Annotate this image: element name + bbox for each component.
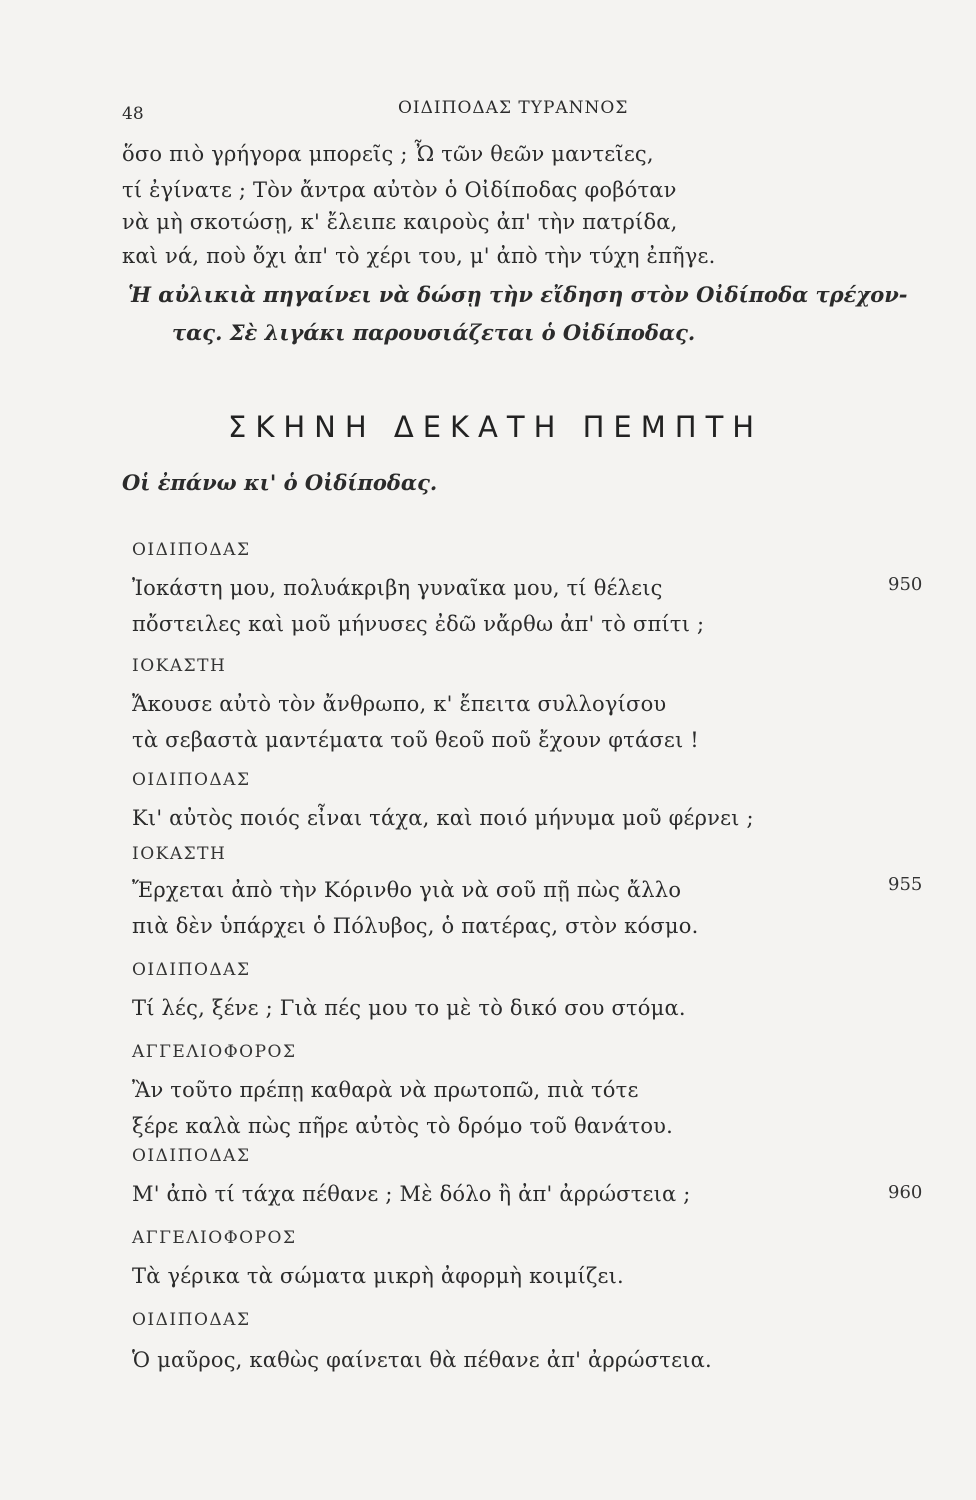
page-number: 48 [122, 104, 144, 124]
verse-line: τί ἐγίνατε ; Τὸν ἄντρα αὐτὸν ὁ Οἰδίποδας φοβόταν [122, 178, 677, 202]
verse-line: Ὁ μαῦρος, καθὼς φαίνεται θὰ πέθανε ἀπ' ἀρρώστεια. [132, 1348, 712, 1372]
speaker-name: ΟΙΔΙΠΟΔΑΣ [132, 1146, 251, 1166]
speaker-name: ΟΙΔΙΠΟΔΑΣ [132, 540, 251, 560]
verse-line: νὰ μὴ σκοτώσῃ, κ' ἔλειπε καιροὺς ἀπ' τὴν πατρίδα, [122, 210, 678, 234]
verse-line: Τί λές, ξένε ; Γιὰ πές μου το μὲ τὸ δικό σου στόμα. [132, 996, 686, 1020]
verse-line: Ἰοκάστη μου, πολυάκριβη γυναῖκα μου, τί θέλεις [132, 576, 663, 600]
stage-direction: Οἱ ἐπάνω κι' ὁ Οἰδίποδας. [122, 470, 438, 495]
verse-line: Μ' ἀπὸ τί τάχα πέθανε ; Μὲ δόλο ἢ ἀπ' ἀρρώστεια ; [132, 1182, 691, 1206]
verse-line: ὅσο πιὸ γρήγορα μπορεῖς ; Ὦ τῶν θεῶν μαντεῖες, [122, 142, 654, 166]
speaker-name: ΙΟΚΑΣΤΗ [132, 844, 227, 864]
speaker-name: ΟΙΔΙΠΟΔΑΣ [132, 770, 251, 790]
running-title: ΟΙΔΙΠΟΔΑΣ ΤΥΡΑΝΝΟΣ [398, 98, 629, 118]
verse-line: πιὰ δὲν ὑπάρχει ὁ Πόλυβος, ὁ πατέρας, στὸν κόσμο. [132, 914, 699, 938]
line-number: 955 [888, 874, 923, 895]
verse-line: Τὰ γέρικα τὰ σώματα μικρὴ ἀφορμὴ κοιμίζει. [132, 1264, 624, 1288]
speaker-name: ΙΟΚΑΣΤΗ [132, 656, 227, 676]
verse-line: Ἂν τοῦτο πρέπῃ καθαρὰ νὰ πρωτοπῶ, πιὰ τότε [132, 1078, 639, 1102]
verse-line: Ἔρχεται ἀπὸ τὴν Κόρινθο γιὰ νὰ σοῦ πῇ πὼς ἄλλο [132, 878, 682, 902]
scene-title: ΣΚΗΝΗ ΔΕΚΑΤΗ ΠΕΜΠΤΗ [228, 410, 764, 444]
verse-line: Κι' αὐτὸς ποιός εἶναι τάχα, καὶ ποιό μήνυμα μοῦ φέρνει ; [132, 806, 754, 830]
speaker-name: ΑΓΓΕΛΙΟΦΟΡΟΣ [132, 1042, 297, 1062]
verse-line: πὄστειλες καὶ μοῦ μήνυσες ἐδῶ νἄρθω ἀπ' τὸ σπίτι ; [132, 612, 705, 636]
line-number: 950 [888, 574, 923, 595]
speaker-name: ΟΙΔΙΠΟΔΑΣ [132, 960, 251, 980]
speaker-name: ΟΙΔΙΠΟΔΑΣ [132, 1310, 251, 1330]
speaker-name: ΑΓΓΕΛΙΟΦΟΡΟΣ [132, 1228, 297, 1248]
verse-line: Ἄκουσε αὐτὸ τὸν ἄνθρωπο, κ' ἔπειτα συλλογίσου [132, 692, 667, 716]
line-number: 960 [888, 1182, 923, 1203]
stage-direction: τας. Σὲ λιγάκι παρουσιάζεται ὁ Οἰδίποδας. [172, 320, 696, 345]
verse-line: τὰ σεβαστὰ μαντέματα τοῦ θεοῦ ποῦ ἔχουν φτάσει ! [132, 728, 699, 752]
verse-line: ξέρε καλὰ πὼς πῆρε αὐτὸς τὸ δρόμο τοῦ θανάτου. [132, 1114, 674, 1138]
verse-line: καὶ νά, ποὺ ὄχι ἀπ' τὸ χέρι του, μ' ἀπὸ τὴν τύχη ἐπῆγε. [122, 244, 716, 268]
stage-direction: Ἡ αὐλικιὰ πηγαίνει νὰ δώσῃ τὴν εἴδηση στὸν Οἰδίποδα τρέχον- [128, 282, 908, 307]
